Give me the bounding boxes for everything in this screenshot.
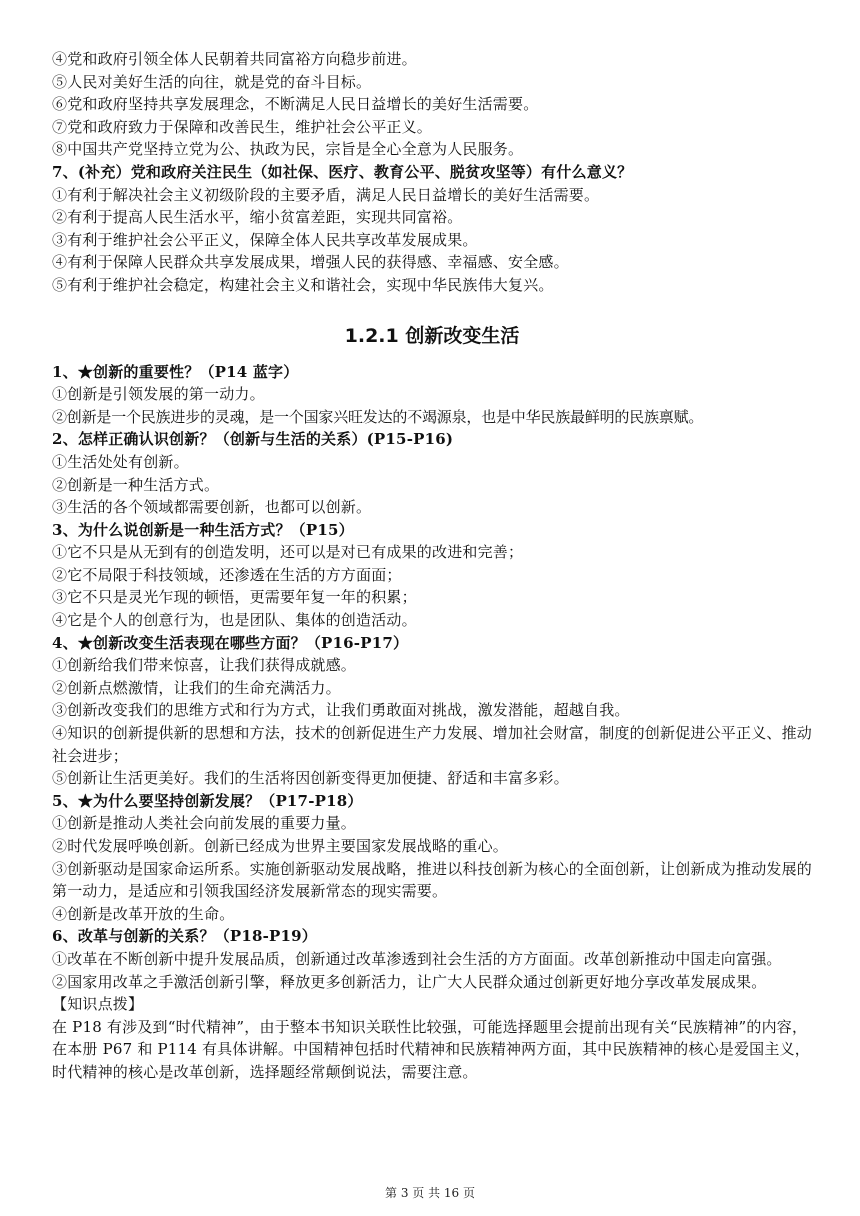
list-item: ③生活的各个领域都需要创新，也都可以创新。	[52, 498, 372, 517]
list-item: ②有利于提高人民生活水平，缩小贫富差距，实现共同富裕。	[52, 208, 463, 227]
question-heading: 6、改革与创新的关系？（P18-P19）	[52, 927, 317, 946]
list-item: ④知识的创新提供新的思想和方法，技术的创新促进生产力发展、增加社会财富，制度的创新促进公平正义、推动社会进步；	[52, 724, 813, 765]
list-item: ②时代发展呼唤创新。创新已经成为世界主要国家发展战略的重心。	[52, 837, 509, 855]
list-item: ④创新是改革开放的生命。	[52, 904, 235, 923]
list-item: ①创新是引领发展的第一动力。	[52, 385, 265, 404]
list-item: ③它不只是灵光乍现的顿悟，更需要年复一年的积累；	[52, 588, 417, 607]
list-item: ⑤有利于维护社会稳定，构建社会主义和谐社会，实现中华民族伟大复兴。	[52, 275, 554, 294]
list-item: ⑥党和政府坚持共享发展理念，不断满足人民日益增长的美好生活需要。	[52, 95, 539, 114]
list-item: ⑤人民对美好生活的向往，就是党的奋斗目标。	[52, 72, 372, 91]
list-item: ①它不只是从无到有的创造发明，还可以是对已有成果的改进和完善；	[52, 543, 524, 562]
list-item: ③创新改变我们的思维方式和行为方式，让我们勇敢面对挑战，激发潜能，超越自我。	[52, 701, 630, 720]
list-item: ③创新驱动是国家命运所系。实施创新驱动发展战略，推进以科技创新为核心的全面创新，让创新成为推动发展的第一动力，是适应和引领我国经济发展新常态的现实需要。	[52, 859, 813, 901]
question-heading: 5、★为什么要坚持创新发展？（P17-P18）	[52, 791, 363, 810]
list-item: ①创新是推动人类社会向前发展的重要力量。	[52, 814, 357, 833]
list-item: ④有利于保障人民群众共享发展成果，增强人民的获得感、幸福感、安全感。	[52, 253, 569, 272]
list-item: ②它不局限于科技领域，还渗透在生活的方方面面；	[52, 565, 402, 584]
section-title: 1.2.1 创新改变生活	[344, 324, 520, 347]
tip-heading: 【知识点拨】	[52, 995, 144, 1014]
document-page	[52, 48, 812, 1084]
list-item: ①创新给我们带来惊喜，让我们获得成就感。	[52, 656, 357, 675]
list-item: ②创新是一个民族进步的灵魂，是一个国家兴旺发达的不竭源泉，也是中华民族最鲜明的民族禀赋。	[52, 407, 704, 426]
list-item: ④党和政府引领全体人民朝着共同富裕方向稳步前进。	[52, 50, 417, 68]
question-heading: 2、怎样正确认识创新？（创新与生活的关系）(P15-P16)	[52, 430, 454, 449]
list-item: ①有利于解决社会主义初级阶段的主要矛盾，满足人民日益增长的美好生活需要。	[52, 185, 600, 204]
list-item: ①生活处处有创新。	[52, 452, 189, 471]
question-heading: 7、(补充）党和政府关注民生（如社保、医疗、教育公平、脱贫攻坚等）有什么意义？	[52, 162, 633, 181]
list-item: ②创新是一种生活方式。	[52, 475, 220, 494]
top-list	[52, 48, 812, 161]
list-item: ④它是个人的创意行为，也是团队、集体的创造活动。	[52, 611, 417, 630]
list-item: ②国家用改革之手激活创新引擎，释放更多创新活力，让广大人民群众通过创新更好地分享改革发展成果。	[52, 972, 767, 991]
page-footer: 第 3 页 共 16 页	[385, 1186, 475, 1200]
list-item: ⑦党和政府致力于保障和改善民生，维护社会公平正义。	[52, 117, 433, 136]
list-item: ①改革在不断创新中提升发展品质，创新通过改革渗透到社会生活的方方面面。改革创新推动中国走向富强。	[52, 949, 782, 968]
question-heading: 4、★创新改变生活表现在哪些方面？（P16-P17）	[52, 633, 409, 652]
tip-text: 在 P18 有涉及到“时代精神”，由于整本书知识关联性比较强，可能选择题里会提前出现有关“民族精神”的内容，在本册 P67 和 P114 有具体讲解。中国精神包括时代精神和民族精神两方面，其中民族精神的核心是爱国主义，时代精神的核心是改革创新，选择题经常颠倒说法，需要注意。	[52, 1017, 810, 1081]
list-item: ③有利于维护社会公平正义，保障全体人民共享改革发展成果。	[52, 230, 478, 249]
list-item: ⑤创新让生活更美好。我们的生活将因创新变得更加便捷、舒适和丰富多彩。	[52, 769, 569, 788]
list-item: ⑧中国共产党坚持立党为公、执政为民，宗旨是全心全意为人民服务。	[52, 140, 524, 159]
question-heading: 3、为什么说创新是一种生活方式？（P15）	[52, 520, 354, 539]
question-heading: 1、★创新的重要性？（P14 蓝字）	[52, 362, 299, 381]
list-item: ②创新点燃激情，让我们的生命充满活力。	[52, 678, 341, 697]
